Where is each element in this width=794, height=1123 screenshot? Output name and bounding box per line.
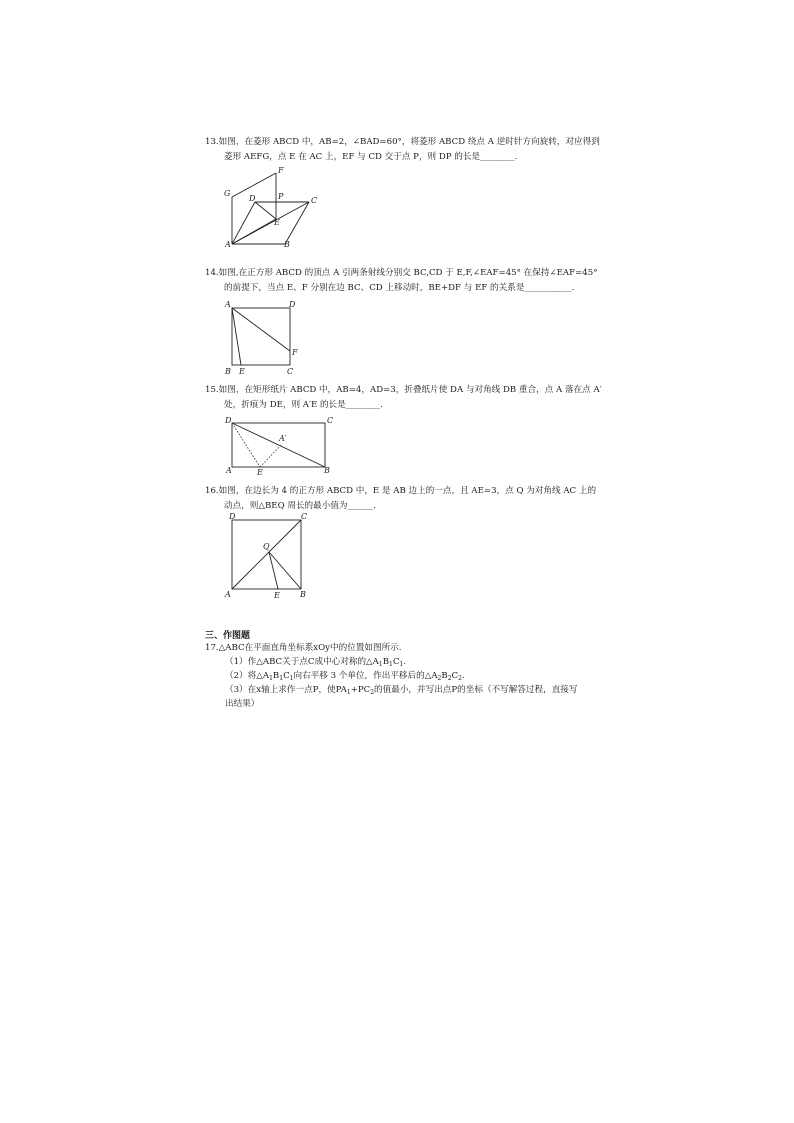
figure-16-label-q: Q	[263, 542, 270, 551]
figure-14-label-a: A	[225, 300, 231, 309]
figure-15-rectangle	[222, 414, 342, 480]
figure-16-label-d: D	[229, 512, 236, 521]
figure-15-label-d: D	[225, 416, 232, 425]
question-17-subpart-3-cont: 出结果）	[225, 699, 260, 709]
figure-13-label-g: G	[224, 189, 231, 198]
question-14-line-1: 14.如图,在正方形 ABCD 的顶点 A 引两条射线分别交 BC,CD 于 E,F,∠EAF=45° 在保持∠EAF=45°	[205, 268, 598, 278]
figure-16-label-e: E	[274, 591, 280, 600]
section-3-heading: 三、作图题	[205, 631, 251, 641]
question-13-line-1: 13.如图，在菱形 ABCD 中，AB=2，∠BAD=60°，将菱形 ABCD 绕点 A 逆时针方向旋转，对应得到	[205, 137, 600, 147]
question-17	[205, 641, 615, 711]
figure-15-label-c: C	[327, 416, 334, 425]
figure-16-label-b: B	[300, 590, 306, 599]
figure-15-label-a: A	[226, 466, 232, 475]
figure-13-label-e: E	[274, 218, 280, 227]
question-16-line-1: 16.如图，在边长为 4 的正方形 ABCD 中，E 是 AB 边上的一点，且 AE=3，点 Q 为对角线 AC 上的	[205, 486, 597, 496]
question-16	[205, 484, 615, 514]
question-16-line-2: 动点，则△BEQ 周长的最小值为______.	[224, 501, 377, 511]
question-15-line-2: 处，折痕为 DE，则 A′E 的长是________.	[224, 400, 383, 410]
figure-13-label-p: P	[278, 192, 284, 201]
figure-14-label-c: C	[287, 367, 294, 376]
question-15-line-1: 15.如图，在矩形纸片 ABCD 中，AB=4，AD=3，折叠纸片使 DA 与对角线 DB 重合，点 A 落在点 A′	[205, 385, 602, 395]
question-13-line-2: 菱形 AEFG，点 E 在 AC 上，EF 与 CD 交于点 P，则 DP 的长是________.	[224, 152, 518, 162]
question-15	[205, 383, 615, 413]
figure-13-label-d: D	[249, 194, 256, 203]
question-14-line-2: 的前提下，当点 E、F 分别在边 BC、CD 上移动时，BE+DF 与 EF 的关系是___________.	[224, 283, 575, 293]
figure-13-label-f: F	[278, 166, 284, 175]
figure-13-rhombus	[222, 165, 332, 254]
figure-16-label-c: C	[301, 512, 308, 521]
figure-14-label-d: D	[289, 300, 296, 309]
question-17-subpart-1: （1）作△ABC关于点C成中心对称的$\triangle A_1B_1C_1$.	[225, 657, 406, 668]
question-13	[205, 135, 615, 165]
figure-16-square	[222, 511, 312, 605]
figure-13-label-c: C	[311, 196, 318, 205]
figure-15-label-e: E	[257, 468, 263, 477]
figure-13-label-b: B	[284, 240, 290, 249]
figure-14-label-f: F	[292, 348, 298, 357]
question-17-line-1: 17.△ABC在平面直角坐标系xOy中的位置如图所示.	[205, 643, 402, 653]
figure-15-label-b: B	[324, 466, 330, 475]
figure-14-square	[222, 298, 302, 380]
figure-15-label-a-prime: A′	[279, 434, 287, 443]
question-14	[205, 266, 615, 296]
figure-14-label-e: E	[239, 367, 245, 376]
question-17-subpart-2: （2）将$\triangle A_1B_1C_1$向右平移 3 个单位，作出平移后的$\triangle A_2B_2C_2$.	[225, 671, 465, 682]
figure-13-label-a: A	[225, 240, 231, 249]
question-17-subpart-3: （3）在x轴上求作一点P，使$PA_1+PC_2$的值最小，并写出点P的坐标（不写解答过程，直接写	[225, 685, 578, 696]
figure-14-label-b: B	[225, 367, 231, 376]
figure-16-label-a: A	[225, 590, 231, 599]
